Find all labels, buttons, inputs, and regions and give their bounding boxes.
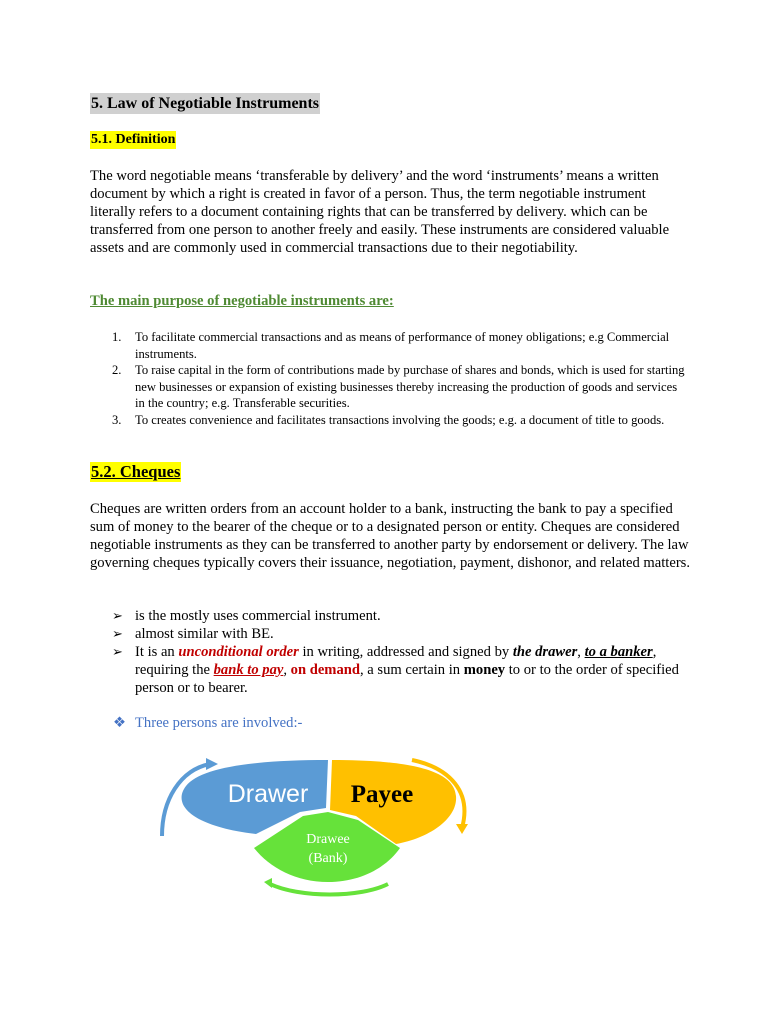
emphasis-on-demand: on demand <box>290 662 360 678</box>
emphasis-to-a-banker: to a banker <box>584 644 653 660</box>
section-heading-law: 5. Law of Negotiable Instruments <box>91 95 319 112</box>
purpose-item <box>90 329 690 362</box>
arrow-head-left-icon <box>206 758 218 770</box>
bullet-text: almost similar with BE. <box>135 626 274 642</box>
diamond-bullet-icon: ❖ <box>113 715 127 731</box>
definition-paragraph: The word negotiable means ‘transferable by delivery’ and the word ‘instruments’ means a written document by which a right is created in favor of a person. Thus, the term negotiable instrument literally refers to a document containing rights that can be transferred by delivery. which can be transferred from one person to another freely and easily. These instruments are considered valuable assets and are commonly used in commercial transactions due to their negotiability. <box>90 168 670 256</box>
drawee-bank-label: (Bank) <box>308 851 348 866</box>
three-persons-text: Three persons are involved:- <box>135 715 303 731</box>
arrow-head-right-icon <box>456 824 468 834</box>
list-item-text: To raise capital in the form of contributions made by purchase of shares and bonds, which is used for starting new businesses or expansion of existing businesses thereby increasing the production of goods and services in the country; e.g. Transferable securities. <box>135 363 685 410</box>
arrow-head-bottom-icon <box>264 878 272 888</box>
list-item-text: To facilitate commercial transactions and as means of performance of money obligations; e.g Commercial instruments. <box>135 330 670 361</box>
bullet-text-part: , <box>577 644 585 660</box>
list-number: 1. <box>112 330 122 344</box>
drawer-label: Drawer <box>227 780 309 808</box>
list-number: 2. <box>112 363 122 377</box>
subheading-cheques: 5.2. Cheques <box>91 462 181 481</box>
purpose-item <box>90 362 690 412</box>
bullet-text-part: to or to the order of specified person or to bearer. <box>135 662 679 696</box>
emphasis-the-drawer: the drawer <box>512 644 578 660</box>
bullet-text-part: , <box>283 662 291 678</box>
bullet-item <box>90 607 690 625</box>
bullet-item <box>90 643 690 697</box>
list-item-text: To creates convenience and facilitates transactions involving the goods; e.g. a document of title to goods. <box>135 412 665 427</box>
emphasis-bank-to-pay: bank to pay <box>213 662 284 678</box>
bullet-item <box>90 625 690 643</box>
arrow-bullet-icon: ➢ <box>112 608 123 623</box>
arrow-bullet-icon: ➢ <box>112 626 123 641</box>
subheading-definition: 5.1. Definition <box>91 132 176 147</box>
cheque-parties-diagram <box>160 750 480 900</box>
bullet-text-part: It is an <box>135 644 179 660</box>
drawee-label: Drawee <box>306 832 350 847</box>
list-number: 3. <box>112 412 122 427</box>
arrow-bullet-icon: ➢ <box>112 644 123 659</box>
payee-label: Payee <box>350 781 414 808</box>
bullet-text-part: , a sum certain in <box>360 662 464 678</box>
cheque-bullet-list <box>90 607 690 697</box>
bullet-text-part: in writing, addressed and signed by <box>298 644 513 660</box>
purpose-item <box>90 412 690 429</box>
curved-arrow-bottom-icon <box>270 884 388 895</box>
bullet-text-part: , requiring the <box>135 644 657 678</box>
purpose-heading: The main purpose of negotiable instruments are: <box>90 293 394 309</box>
emphasis-money: money <box>463 662 506 678</box>
cheques-paragraph: Cheques are written orders from an account holder to a bank, instructing the bank to pay a specified sum of money to the bearer of the cheque or to a designated person or entity. Cheques are considered negotiable instruments as they can be transferred to another party by endorsement or delivery. The law governing cheques typically covers their issuance, negotiation, payment, dishonor, and related matters. <box>90 501 691 571</box>
bullet-text: is the mostly uses commercial instrument. <box>135 608 381 624</box>
purpose-list <box>90 329 690 428</box>
emphasis-unconditional-order: unconditional order <box>178 644 299 660</box>
